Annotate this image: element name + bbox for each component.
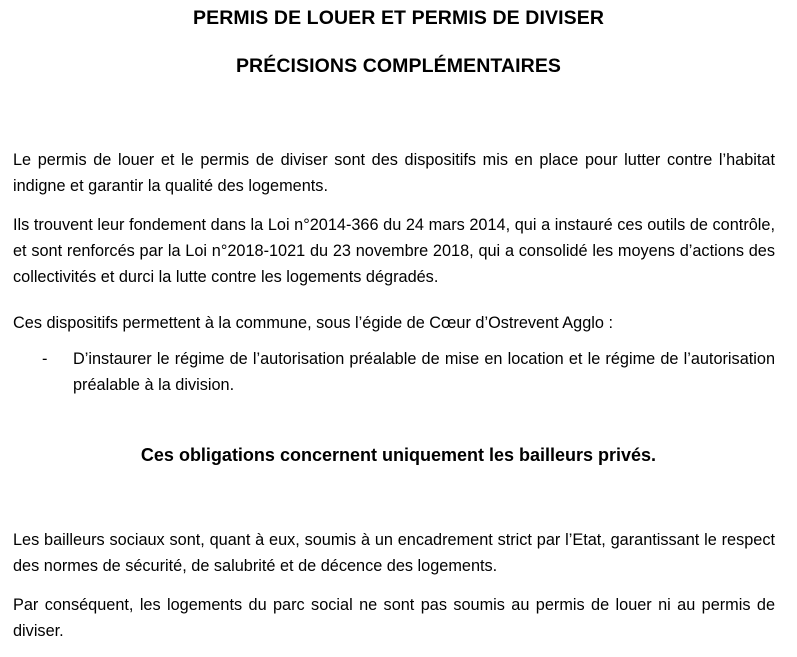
emphasis-statement: Ces obligations concernent uniquement les bailleurs privés. xyxy=(140,445,657,465)
bullet-text: D’instaurer le régime de l’autorisation préalable de mise en location et le régime de l’autorisation préalable à la division. xyxy=(73,350,775,394)
paragraph-social-landlords: Les bailleurs sociaux sont, quant à eux, soumis à un encadrement strict par l’Etat, garantissant le respect des normes de sécurité, de salubrité et de décence des logements. xyxy=(13,531,775,575)
paragraph-conclusion: Par conséquent, les logements du parc social ne sont pas soumis au permis de louer ni au permis de diviser. xyxy=(13,596,775,640)
paragraph-legal-basis: Ils trouvent leur fondement dans la Loi n°2014-366 du 24 mars 2014, qui a instauré ces outils de contrôle, et sont renforcés par la Loi n°2018-1021 du 23 novembre 2018, qui a consolidé les moyens d’actions des collectivités et durci la lutte contre les logements dégradés. xyxy=(13,216,775,286)
paragraph-intro: Le permis de louer et le permis de diviser sont des dispositifs mis en place pour lutter contre l’habitat indigne et garantir la qualité des logements. xyxy=(13,151,775,195)
document-subtitle: PRÉCISIONS COMPLÉMENTAIRES xyxy=(235,55,562,77)
bullet-marker: - xyxy=(42,350,48,368)
document-title: PERMIS DE LOUER ET PERMIS DE DIVISER xyxy=(193,7,604,29)
list-item xyxy=(13,346,775,398)
paragraph-purpose: Ces dispositifs permettent à la commune, sous l’égide de Cœur d’Ostrevent Agglo : xyxy=(13,314,613,332)
